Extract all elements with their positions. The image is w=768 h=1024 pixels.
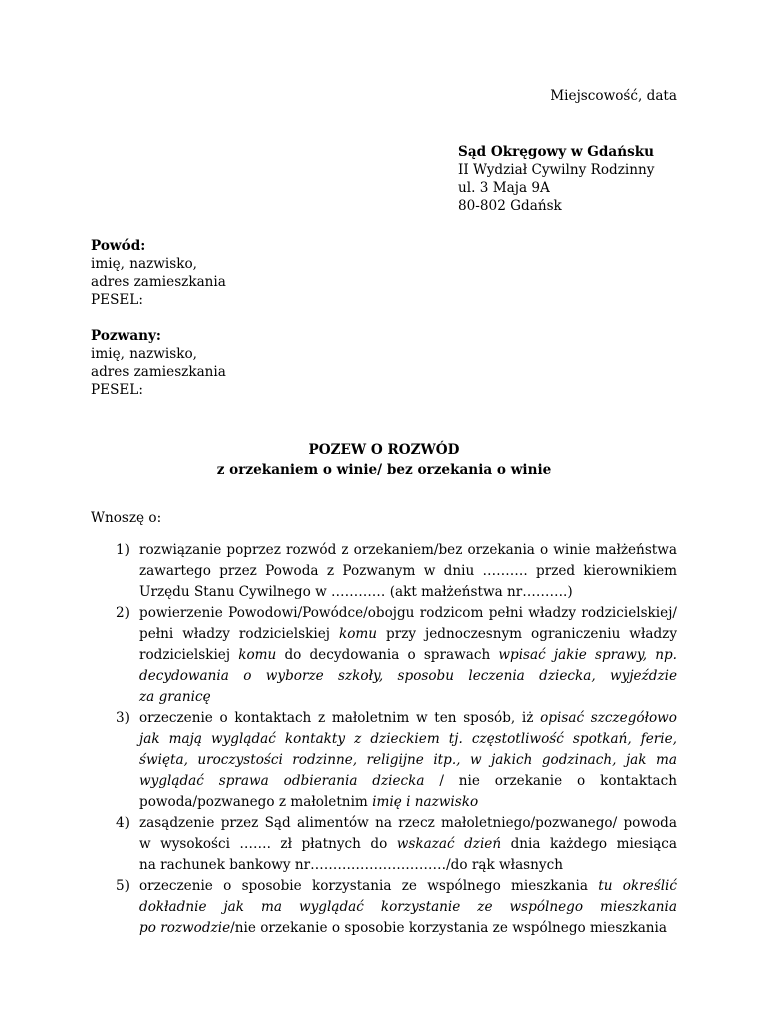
item-line: dokładnie jak ma wyglądać korzystanie ze wspólnego mieszkania bbox=[139, 899, 677, 915]
item-line bbox=[139, 645, 677, 666]
item-line: powierzenie Powodowi/Powódce/obojgu rodzicom pełni władzy rodzicielskiej/ bbox=[139, 605, 677, 621]
item-text: /nie orzekanie o sposobie korzystania ze wspólnego mieszkania bbox=[230, 920, 668, 936]
document-title bbox=[0, 440, 768, 480]
list-item bbox=[91, 603, 677, 708]
court-division: II Wydział Cywilny Rodzinny bbox=[458, 162, 655, 178]
item-line bbox=[139, 834, 677, 855]
item-italic: wpisać jakie sprawy, np. bbox=[498, 647, 678, 663]
item-line: Urzędu Stanu Cywilnego w ………… (akt małżeństwa nr……….) bbox=[139, 584, 573, 600]
list-item bbox=[91, 876, 677, 939]
item-text: w wysokości ……. zł płatnych do bbox=[139, 836, 397, 852]
court-street: ul. 3 Maja 9A bbox=[458, 180, 550, 196]
item-text: orzeczenie o kontaktach z małoletnim w ten sposób, iż bbox=[139, 710, 541, 726]
item-line bbox=[139, 792, 677, 813]
defendant-label: Pozwany: bbox=[91, 328, 161, 344]
item-line: za granicę bbox=[139, 689, 211, 705]
item-line bbox=[139, 918, 677, 939]
item-italic: wskazać dzień bbox=[396, 836, 502, 852]
defendant-name: imię, nazwisko, bbox=[91, 346, 197, 362]
place-date: Miejscowość, data bbox=[550, 88, 677, 104]
item-number: 4) bbox=[116, 815, 130, 831]
title-main: POZEW O ROZWÓD bbox=[308, 442, 460, 458]
item-line: zawartego przez Powoda z Pozwanym w dniu ………. przed kierownikiem bbox=[139, 563, 677, 579]
item-italic: komu bbox=[238, 647, 277, 663]
item-line bbox=[139, 708, 677, 729]
item-text: dnia każdego miesiąca bbox=[501, 836, 678, 852]
item-number: 2) bbox=[116, 605, 130, 621]
item-line bbox=[139, 876, 677, 897]
item-line: święta, uroczystości rodzinne, religijne itp., w jakich godzinach, jak ma bbox=[139, 752, 677, 768]
request-intro: Wnoszę o: bbox=[91, 510, 162, 526]
plaintiff-label: Powód: bbox=[91, 238, 146, 254]
list-item bbox=[91, 708, 677, 813]
item-italic: wyglądać sprawa odbierania dziecka bbox=[139, 773, 425, 789]
item-text: do decydowania o sprawach bbox=[276, 647, 499, 663]
item-number: 3) bbox=[116, 710, 130, 726]
plaintiff-pesel: PESEL: bbox=[91, 292, 143, 308]
item-text: / nie orzekanie o kontaktach bbox=[424, 773, 678, 789]
defendant-address: adres zamieszkania bbox=[91, 364, 226, 380]
title-sub: z orzekaniem o winie/ bez orzekania o winie bbox=[216, 462, 552, 478]
item-line: na rachunek bankowy nr…………………………/do rąk własnych bbox=[139, 857, 563, 873]
plaintiff-address: adres zamieszkania bbox=[91, 274, 226, 290]
item-italic: po rozwodzie bbox=[139, 920, 231, 936]
item-italic: imię i nazwisko bbox=[372, 794, 479, 810]
court-address-block bbox=[458, 143, 654, 215]
defendant-block bbox=[91, 327, 226, 399]
request-list bbox=[91, 540, 677, 939]
item-text: orzeczenie o sposobie korzystania ze wspólnego mieszkania bbox=[139, 878, 599, 894]
item-number: 5) bbox=[116, 878, 130, 894]
court-name: Sąd Okręgowy w Gdańsku bbox=[458, 144, 655, 160]
item-text: rodzicielskiej bbox=[139, 647, 239, 663]
list-item bbox=[91, 813, 677, 876]
defendant-pesel: PESEL: bbox=[91, 382, 143, 398]
item-line: jak mają wyglądać kontakty z dzieckiem tj. częstotliwość spotkań, ferie, bbox=[139, 731, 677, 747]
item-line: rozwiązanie poprzez rozwód z orzekaniem/bez orzekania o winie małżeństwa bbox=[139, 542, 677, 558]
court-postal: 80-802 Gdańsk bbox=[458, 198, 562, 214]
plaintiff-name: imię, nazwisko, bbox=[91, 256, 197, 272]
item-text: powoda/pozwanego z małoletnim bbox=[139, 794, 373, 810]
item-italic: opisać szczegółowo bbox=[540, 710, 677, 726]
item-line bbox=[139, 771, 677, 792]
item-line: decydowania o wyborze szkoły, sposobu leczenia dziecka, wyjeździe bbox=[139, 668, 677, 684]
item-text: pełni władzy rodzicielskiej bbox=[139, 626, 339, 642]
plaintiff-block bbox=[91, 237, 226, 309]
item-italic: komu bbox=[338, 626, 378, 642]
item-line: zasądzenie przez Sąd alimentów na rzecz małoletniego/pozwanego/ powoda bbox=[139, 815, 677, 831]
item-text: przy jednoczesnym ograniczeniu władzy bbox=[377, 626, 677, 642]
item-line bbox=[139, 624, 677, 645]
item-italic: tu określić bbox=[598, 878, 678, 894]
item-number: 1) bbox=[116, 542, 130, 558]
list-item bbox=[91, 540, 677, 603]
